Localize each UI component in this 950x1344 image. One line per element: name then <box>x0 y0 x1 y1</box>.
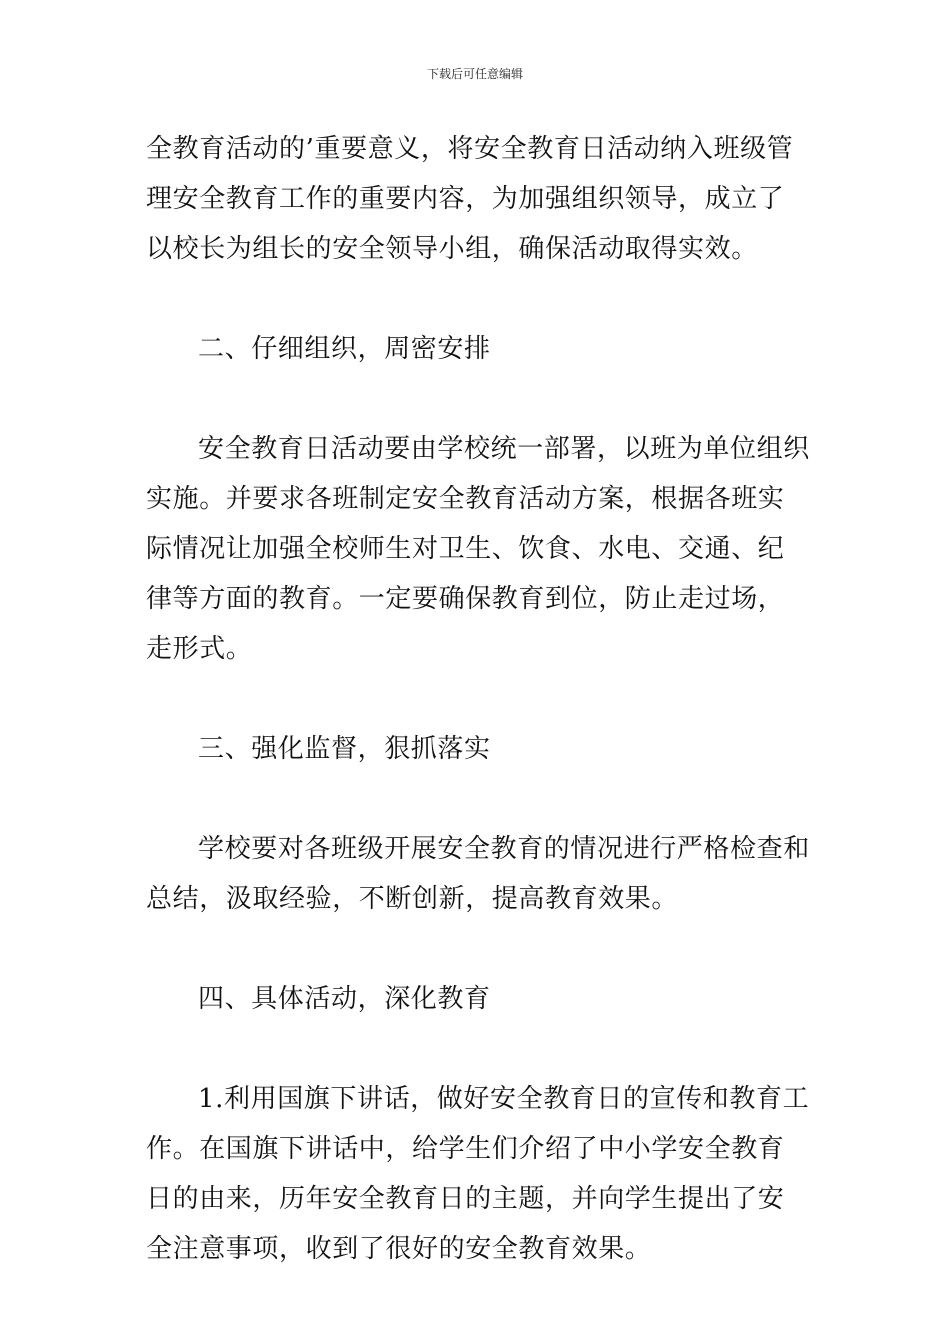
paragraph-section-2: 安全教育日活动要由学校统一部署，以班为单位组织实施。并要求各班制定安全教育活动方案，根据各班实际情况让加强全校师生对卫生、饮食、水电、交通、纪律等方面的教育。一定要确保教育到位，防止走过场，走形式。 <box>146 434 810 664</box>
paragraph-gap <box>146 1024 810 1074</box>
paragraph-gap <box>146 274 810 324</box>
paragraph-gap <box>146 674 810 724</box>
section-heading-3: 三、强化监督，狠抓落实 <box>198 734 491 764</box>
paragraph-gap <box>146 924 810 974</box>
paragraph-section-3: 学校要对各班级开展安全教育的情况进行严格检查和总结，汲取经验，不断创新，提高教育效果。 <box>146 834 810 914</box>
section-heading-4: 四、具体活动，深化教育 <box>198 984 491 1014</box>
section-heading-2: 二、仔细组织，周密安排 <box>198 334 491 364</box>
page-header-note: 下载后可任意编辑 <box>426 67 523 81</box>
paragraph-gap <box>146 374 810 424</box>
paragraph-section-4-item-1: 1.利用国旗下讲话，做好安全教育日的宣传和教育工作。在国旗下讲话中，给学生们介绍了中小学安全教育日的由来，历年安全教育日的主题，并向学生提出了安全注意事项，收到了很好的安全教育效果。 <box>146 1084 810 1264</box>
document-body <box>146 124 810 1274</box>
paragraph-intro-continuation: 全教育活动的’重要意义，将安全教育日活动纳入班级管理安全教育工作的重要内容，为加强组织领导，成立了以校长为组长的安全领导小组，确保活动取得实效。 <box>146 134 794 264</box>
paragraph-gap <box>146 774 810 824</box>
